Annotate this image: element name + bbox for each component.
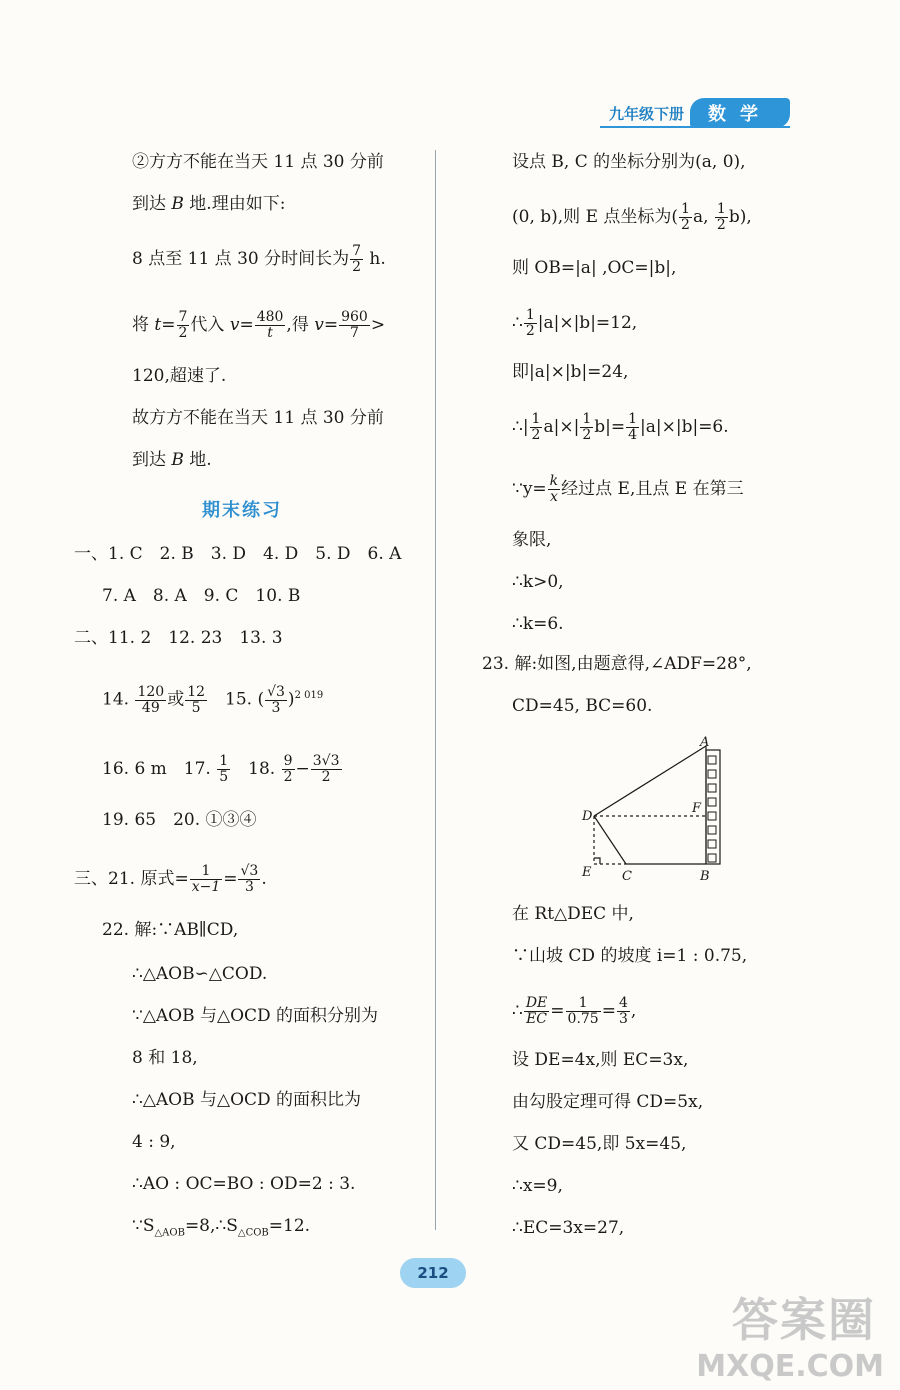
answer-line: 22. 解:∵AB∥CD, (102, 920, 239, 940)
header-underline (600, 126, 790, 128)
page-header (609, 98, 790, 128)
text-line: ∴| $\frac{1}{2}$ a|×| $\frac{1}{2}$ b|= $\frac{1}{4}$ |a|×|b|=6. (512, 411, 729, 443)
text-line: 23. 解:如图,由题意得,∠ADF=28°, (482, 654, 752, 674)
answer-line: ∴△AOB 与△OCD 的面积比为 (132, 1090, 362, 1110)
line-dc (594, 816, 626, 864)
label-b: B (700, 869, 710, 884)
answer-line: 二、11. 2 12. 23 13. 3 (74, 628, 283, 648)
answer-line: 一、1. C 2. B 3. D 4. D 5. D 6. A (74, 544, 402, 564)
text-line: ∴EC=3x=27, (512, 1218, 625, 1238)
text-line: 设 DE=4x,则 EC=3x, (512, 1050, 689, 1070)
text-line: (0, b),则 E 点坐标为( $\frac{1}{2}$ a, $\frac{1}{2}$ b), (512, 201, 752, 233)
answer-line: 三、21. 原式= $\frac{1}{x-1}$ = $\frac{√3}{3}$ . (74, 863, 267, 895)
text-line: 120,超速了. (132, 366, 227, 386)
answer-line: ∴△AOB∽△COD. (132, 964, 268, 984)
answer-line: 16. 6 m 17. $\frac{1}{5}$ 18. $\frac{9}{2}$ − $\frac{3√3}{2}$ (102, 753, 340, 785)
answer-line: ∵△AOB 与△OCD 的面积分别为 (132, 1006, 379, 1026)
text-line: 又 CD=45,即 5x=45, (512, 1134, 687, 1154)
fraction: $\frac{7}{2}$ (352, 243, 362, 275)
section-title: 期末练习 (202, 500, 282, 521)
text-line: 即|a|×|b|=24, (512, 362, 629, 382)
text-line: ∴k=6. (512, 614, 564, 634)
text-line: 则 OB=|a| ,OC=|b|, (512, 258, 677, 278)
text-line: 将 t= $\frac{7}{2}$ 代入 v= $\frac{480}{t}$ ,得 v= $\frac{960}{7}$ > (132, 309, 386, 341)
watermark-url: MXQE.COM (696, 1349, 884, 1384)
answer-line: 19. 65 20. ①③④ (102, 810, 257, 830)
label-e: E (582, 865, 592, 880)
page-number: 212 (400, 1258, 466, 1288)
text-line: ∵山坡 CD 的坡度 i=1 : 0.75, (512, 946, 748, 966)
text-line: ∴ $\frac{1}{2}$ |a|×|b|=12, (512, 307, 638, 339)
answer-line: $\because S_{\triangle AOB}=8,\therefore S_{\triangle COB}=12$. (132, 1216, 311, 1239)
geometry-figure (580, 734, 740, 884)
text-line: CD=45, BC=60. (512, 696, 653, 716)
text-line: 到达 B 地.理由如下: (132, 194, 286, 214)
answer-line: 14. $\frac{120}{49}$ 或 $\frac{12}{5}$ 15. ( $\frac{√3}{3}$ )$^{2 019}$ (102, 683, 324, 716)
text-line: 设点 B, C 的坐标分别为(a, 0), (512, 152, 746, 172)
label-c: C (622, 869, 632, 884)
label-a: A (700, 735, 710, 750)
text-line: ∴k>0, (512, 572, 564, 592)
label-d: D (582, 809, 593, 824)
grade-label: 九年级下册 (608, 104, 684, 123)
text-line: ∴x=9, (512, 1176, 563, 1196)
text-line: 8 点至 11 点 30 分时间长为 $\frac{7}{2}$ h. (132, 243, 386, 275)
text-line: ∵y= $\frac{k}{x}$ 经过点 E,且点 E 在第三 (512, 473, 744, 505)
right-angle-mark (594, 858, 600, 864)
text-line: 故方方不能在当天 11 点 30 分前 (132, 408, 384, 428)
watermark-logo: 答案圈 (732, 1293, 876, 1347)
column-divider (435, 150, 436, 1230)
text-line: 由勾股定理可得 CD=5x, (512, 1092, 704, 1112)
text-line: ②方方不能在当天 11 点 30 分前 (132, 152, 384, 172)
text-line: 在 Rt△DEC 中, (512, 904, 634, 924)
line-da (594, 746, 706, 816)
text-line: 到达 B 地. (132, 450, 212, 470)
text-line: 象限, (512, 530, 552, 550)
answer-line: 8 和 18, (132, 1048, 198, 1068)
text-line: ∴ $\frac{DE}{EC}$ = $\frac{1}{0.75}$ = $\frac{4}{3}$ , (512, 995, 637, 1027)
answer-line: 4 : 9, (132, 1132, 176, 1152)
subject-badge: 数学 (690, 98, 790, 128)
answer-line: 7. A 8. A 9. C 10. B (102, 586, 301, 606)
label-f: F (692, 801, 702, 816)
answer-line: ∴AO : OC=BO : OD=2 : 3. (132, 1174, 356, 1194)
